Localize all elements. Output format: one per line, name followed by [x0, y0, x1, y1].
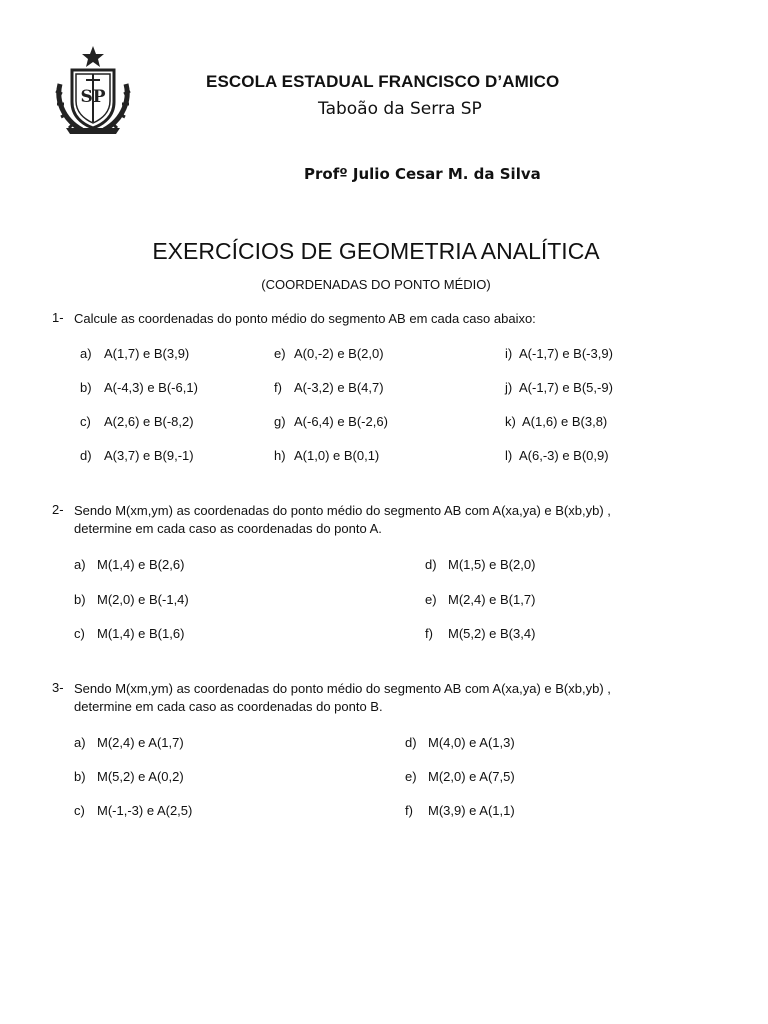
item-value: M(1,4) e B(1,6): [97, 626, 185, 641]
question-3-item-f: [405, 803, 515, 818]
item-label: a): [74, 735, 86, 750]
question-3-line-2: determine em cada caso as coordenadas do ponto B.: [74, 699, 383, 714]
item-value: M(4,0) e A(1,3): [428, 735, 515, 750]
item-label: k): [505, 414, 516, 429]
item-label: a): [74, 557, 86, 572]
item-value: M(5,2) e A(0,2): [97, 769, 184, 784]
item-label: b): [74, 592, 86, 607]
item-value: A(-6,4) e B(-2,6): [294, 414, 388, 429]
teacher-name: Profº Julio Cesar M. da Silva: [304, 165, 541, 183]
item-label: d): [425, 557, 437, 572]
question-2-item-f: [425, 626, 535, 641]
question-1-item-b: [80, 380, 198, 395]
item-value: A(6,-3) e B(0,9): [519, 448, 609, 463]
item-value: A(1,6) e B(3,8): [522, 414, 608, 429]
item-value: M(2,4) e B(1,7): [448, 592, 536, 607]
question-1-item-l: [505, 448, 609, 463]
item-label: a): [80, 346, 92, 361]
question-1-item-a: [80, 346, 189, 361]
item-label: l): [505, 448, 513, 463]
item-label: f): [405, 803, 413, 818]
item-label: f): [274, 380, 282, 395]
item-value: M(2,4) e A(1,7): [97, 735, 184, 750]
question-1-item-e: [274, 346, 384, 361]
item-label: d): [80, 448, 92, 463]
sao-paulo-coat-of-arms-logo: [52, 44, 134, 136]
question-3-item-d: [405, 735, 515, 750]
school-city: Taboão da Serra SP: [318, 99, 482, 119]
item-label: c): [80, 414, 91, 429]
item-value: M(3,9) e A(1,1): [428, 803, 515, 818]
question-1-item-d: [80, 448, 194, 463]
question-2-item-b: [74, 592, 189, 607]
question-3-number: 3-: [52, 680, 64, 695]
item-value: A(1,7) e B(3,9): [104, 346, 190, 361]
item-value: M(1,5) e B(2,0): [448, 557, 536, 572]
question-3-line-1: Sendo M(xm,ym) as coordenadas do ponto médio do segmento AB com A(xa,ya) e B(xb,yb) ,: [74, 681, 611, 696]
item-value: A(-1,7) e B(-3,9): [519, 346, 613, 361]
item-value: A(-4,3) e B(-6,1): [104, 380, 198, 395]
question-1-item-g: [274, 414, 388, 429]
page-title: EXERCÍCIOS DE GEOMETRIA ANALÍTICA: [152, 238, 600, 264]
item-label: i): [505, 346, 513, 361]
question-3-item-a: [74, 735, 184, 750]
item-value: M(2,0) e B(-1,4): [97, 592, 189, 607]
item-label: e): [274, 346, 286, 361]
item-label: f): [425, 626, 433, 641]
question-1-text: Calcule as coordenadas do ponto médio do segmento AB em cada caso abaixo:: [74, 311, 536, 326]
question-2-item-d: [425, 557, 535, 572]
question-1-item-f: [274, 380, 384, 395]
item-label: c): [74, 626, 85, 641]
item-label: d): [405, 735, 417, 750]
item-label: g): [274, 414, 286, 429]
item-label: c): [74, 803, 85, 818]
item-label: j): [505, 380, 513, 395]
item-value: A(1,0) e B(0,1): [294, 448, 380, 463]
question-1-item-c: [80, 414, 194, 429]
item-value: A(-1,7) e B(5,-9): [519, 380, 613, 395]
item-label: b): [80, 380, 92, 395]
question-2-line-2: determine em cada caso as coordenadas do ponto A.: [74, 521, 382, 536]
question-1-item-h: [274, 448, 379, 463]
item-value: A(0,-2) e B(2,0): [294, 346, 384, 361]
question-2-item-e: [425, 592, 535, 607]
item-value: M(-1,-3) e A(2,5): [97, 803, 193, 818]
item-label: b): [74, 769, 86, 784]
page-subtitle: (COORDENADAS DO PONTO MÉDIO): [261, 277, 491, 292]
question-3-item-e: [405, 769, 515, 784]
school-name: ESCOLA ESTADUAL FRANCISCO D’AMICO: [206, 72, 560, 91]
item-value: A(3,7) e B(9,-1): [104, 448, 194, 463]
item-value: M(5,2) e B(3,4): [448, 626, 536, 641]
question-2-item-a: [74, 557, 184, 572]
question-2-number: 2-: [52, 502, 64, 517]
question-2-line-1: Sendo M(xm,ym) as coordenadas do ponto médio do segmento AB com A(xa,ya) e B(xb,yb) ,: [74, 503, 611, 518]
question-1-item-j: [505, 380, 613, 395]
item-value: M(2,0) e A(7,5): [428, 769, 515, 784]
item-label: e): [405, 769, 417, 784]
item-value: A(2,6) e B(-8,2): [104, 414, 194, 429]
question-1-item-i: [505, 346, 613, 361]
question-3-item-b: [74, 769, 184, 784]
question-3-item-c: [74, 803, 192, 818]
question-2-item-c: [74, 626, 184, 641]
seal-monogram: SP: [80, 87, 106, 107]
item-label: h): [274, 448, 286, 463]
item-label: e): [425, 592, 437, 607]
question-1-item-k: [505, 414, 607, 429]
question-1-number: 1-: [52, 310, 64, 325]
item-value: A(-3,2) e B(4,7): [294, 380, 384, 395]
item-value: M(1,4) e B(2,6): [97, 557, 185, 572]
